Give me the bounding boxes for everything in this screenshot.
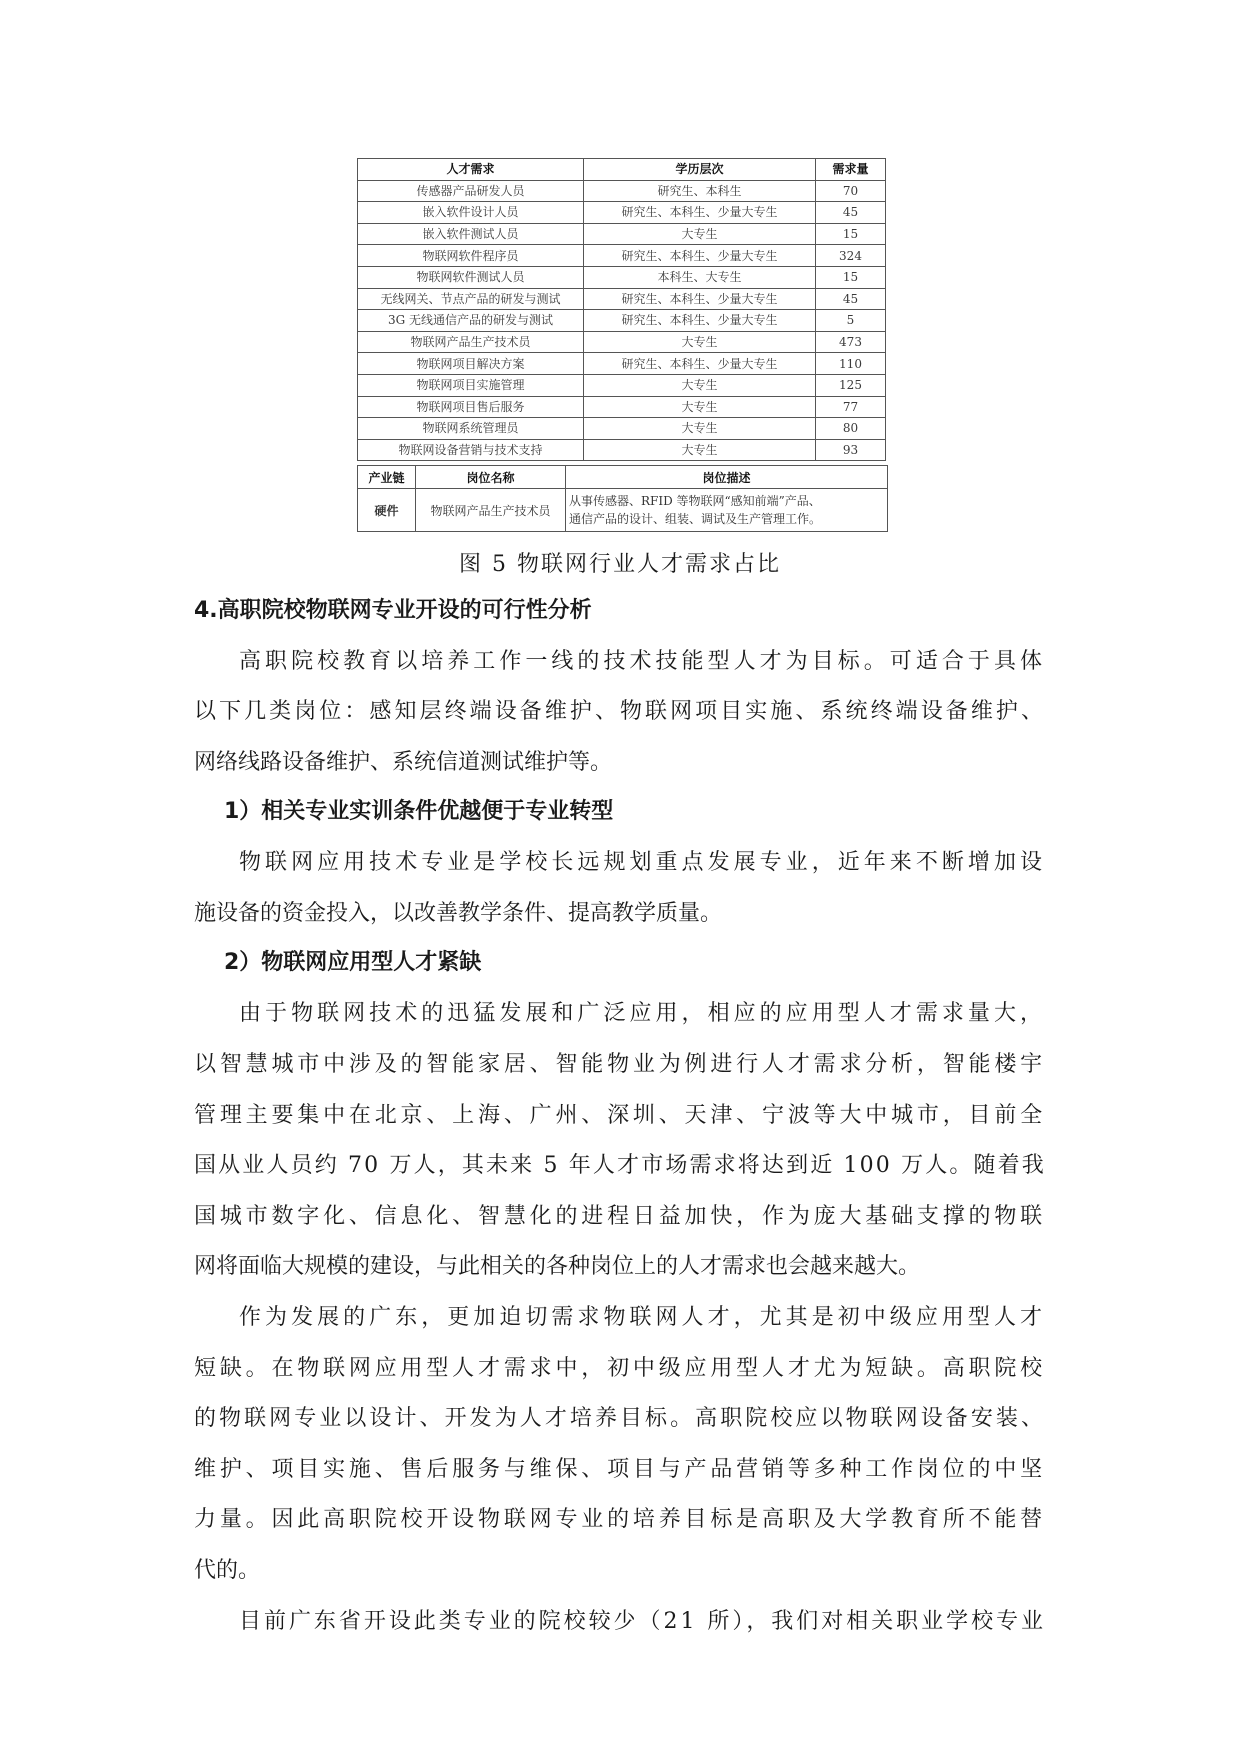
table-row <box>358 489 888 532</box>
education-level-cell: 研究生、本科生 <box>584 180 816 202</box>
table-row <box>358 288 886 310</box>
desc-line: 从事传感器、RFID 等物联网“感知前端”产品、 <box>569 494 821 509</box>
paragraph-line: 管理主要集中在北京、上海、广州、深圳、天津、宁波等大中城市，目前全 <box>194 1103 1047 1128</box>
table-header-row <box>358 466 888 489</box>
talent-demand-cell: 物联网设备营销与技术支持 <box>358 439 584 461</box>
column-header: 需求量 <box>816 159 886 181</box>
education-level-cell: 大专生 <box>584 396 816 418</box>
subsection-heading: 2）物联网应用型人才紧缺 <box>224 950 482 975</box>
education-level-cell: 研究生、本科生、少量大专生 <box>584 245 816 267</box>
talent-demand-cell: 物联网软件程序员 <box>358 245 584 267</box>
column-header: 岗位名称 <box>416 466 566 489</box>
demand-count-cell: 125 <box>816 374 886 396</box>
talent-demand-cell: 物联网项目解决方案 <box>358 353 584 375</box>
education-level-cell: 本科生、大专生 <box>584 266 816 288</box>
paragraph-line: 目前广东省开设此类专业的院校较少（21 所），我们对相关职业学校专业 <box>239 1609 1046 1634</box>
talent-demand-cell: 物联网软件测试人员 <box>358 266 584 288</box>
desc-line: 通信产品的设计、组装、调试及生产管理工作。 <box>569 512 822 527</box>
table-row <box>358 180 886 202</box>
demand-count-cell: 45 <box>816 288 886 310</box>
column-header: 人才需求 <box>358 159 584 181</box>
position-name-cell: 物联网产品生产技术员 <box>416 489 566 532</box>
table-row <box>358 266 886 288</box>
demand-count-cell: 93 <box>816 439 886 461</box>
talent-demand-cell: 物联网产品生产技术员 <box>358 331 584 353</box>
table-row <box>358 374 886 396</box>
paragraph-line: 作为发展的广东，更加迫切需求物联网人才，尤其是初中级应用型人才 <box>239 1305 1047 1330</box>
paragraph-line: 高职院校教育以培养工作一线的技术技能型人才为目标。可适合于具体 <box>239 649 1047 674</box>
talent-demand-table <box>357 158 886 461</box>
talent-demand-cell: 嵌入软件测试人员 <box>358 223 584 245</box>
paragraph-line: 代的。 <box>194 1558 261 1583</box>
figure-caption: 图 5 物联网行业人才需求占比 <box>459 552 781 577</box>
paragraph-line: 由于物联网技术的迅猛发展和广泛应用，相应的应用型人才需求量大， <box>239 1001 1047 1026</box>
table-row <box>358 310 886 332</box>
demand-count-cell: 15 <box>816 266 886 288</box>
talent-demand-cell: 物联网系统管理员 <box>358 418 584 440</box>
table-row <box>358 223 886 245</box>
paragraph-line: 以智慧城市中涉及的智能家居、智能物业为例进行人才需求分析，智能楼宇 <box>194 1052 1047 1077</box>
education-level-cell: 大专生 <box>584 418 816 440</box>
table-row <box>358 353 886 375</box>
table-row <box>358 439 886 461</box>
table-header-row <box>358 159 886 181</box>
demand-count-cell: 77 <box>816 396 886 418</box>
talent-demand-cell: 嵌入软件设计人员 <box>358 202 584 224</box>
education-level-cell: 大专生 <box>584 223 816 245</box>
paragraph-line: 网将面临大规模的建设，与此相关的各种岗位上的人才需求也会越来越大。 <box>194 1254 921 1279</box>
demand-count-cell: 45 <box>816 202 886 224</box>
paragraph-line: 网络线路设备维护、系统信道测试维护等。 <box>194 750 613 775</box>
paragraph-line: 国从业人员约 70 万人，其未来 5 年人才市场需求将达到近 100 万人。随着我 <box>194 1153 1046 1178</box>
section-heading: 4.高职院校物联网专业开设的可行性分析 <box>194 598 592 623</box>
demand-count-cell: 324 <box>816 245 886 267</box>
talent-demand-cell: 物联网项目实施管理 <box>358 374 584 396</box>
demand-count-cell: 110 <box>816 353 886 375</box>
figure-5 <box>357 158 887 532</box>
table-row <box>358 202 886 224</box>
column-header: 产业链 <box>358 466 416 489</box>
education-level-cell: 研究生、本科生、少量大专生 <box>584 310 816 332</box>
paragraph-line: 施设备的资金投入，以改善教学条件、提高教学质量。 <box>194 901 723 926</box>
paragraph-line: 短缺。在物联网应用型人才需求中，初中级应用型人才尤为短缺。高职院校 <box>194 1356 1047 1381</box>
education-level-cell: 研究生、本科生、少量大专生 <box>584 288 816 310</box>
education-level-cell: 大专生 <box>584 374 816 396</box>
paragraph-line: 的物联网专业以设计、开发为人才培养目标。高职院校应以物联网设备安装、 <box>194 1406 1047 1431</box>
column-header: 岗位描述 <box>566 466 888 489</box>
demand-count-cell: 70 <box>816 180 886 202</box>
education-level-cell: 研究生、本科生、少量大专生 <box>584 202 816 224</box>
talent-demand-cell: 3G 无线通信产品的研发与测试 <box>358 310 584 332</box>
paragraph-line: 力量。因此高职院校开设物联网专业的培养目标是高职及大学教育所不能替 <box>194 1507 1047 1532</box>
column-header: 学历层次 <box>584 159 816 181</box>
position-desc-cell <box>566 489 888 532</box>
talent-demand-cell: 传感器产品研发人员 <box>358 180 584 202</box>
education-level-cell: 大专生 <box>584 439 816 461</box>
paragraph-line: 国城市数字化、信息化、智慧化的进程日益加快，作为庞大基础支撑的物联 <box>194 1204 1047 1229</box>
talent-demand-cell: 无线网关、节点产品的研发与测试 <box>358 288 584 310</box>
table-row <box>358 331 886 353</box>
table-row <box>358 418 886 440</box>
paragraph-line: 维护、项目实施、售后服务与维保、项目与产品营销等多种工作岗位的中坚 <box>194 1457 1047 1482</box>
education-level-cell: 研究生、本科生、少量大专生 <box>584 353 816 375</box>
table-row <box>358 245 886 267</box>
position-description-table <box>357 465 888 532</box>
table-row <box>358 396 886 418</box>
demand-count-cell: 15 <box>816 223 886 245</box>
paragraph-line: 物联网应用技术专业是学校长远规划重点发展专业，近年来不断增加设 <box>239 850 1047 875</box>
demand-count-cell: 80 <box>816 418 886 440</box>
paragraph-line: 以下几类岗位：感知层终端设备维护、物联网项目实施、系统终端设备维护、 <box>194 699 1047 724</box>
education-level-cell: 大专生 <box>584 331 816 353</box>
demand-count-cell: 5 <box>816 310 886 332</box>
talent-demand-cell: 物联网项目售后服务 <box>358 396 584 418</box>
subsection-heading: 1）相关专业实训条件优越便于专业转型 <box>224 799 614 824</box>
industry-chain-cell: 硬件 <box>358 489 416 532</box>
demand-count-cell: 473 <box>816 331 886 353</box>
